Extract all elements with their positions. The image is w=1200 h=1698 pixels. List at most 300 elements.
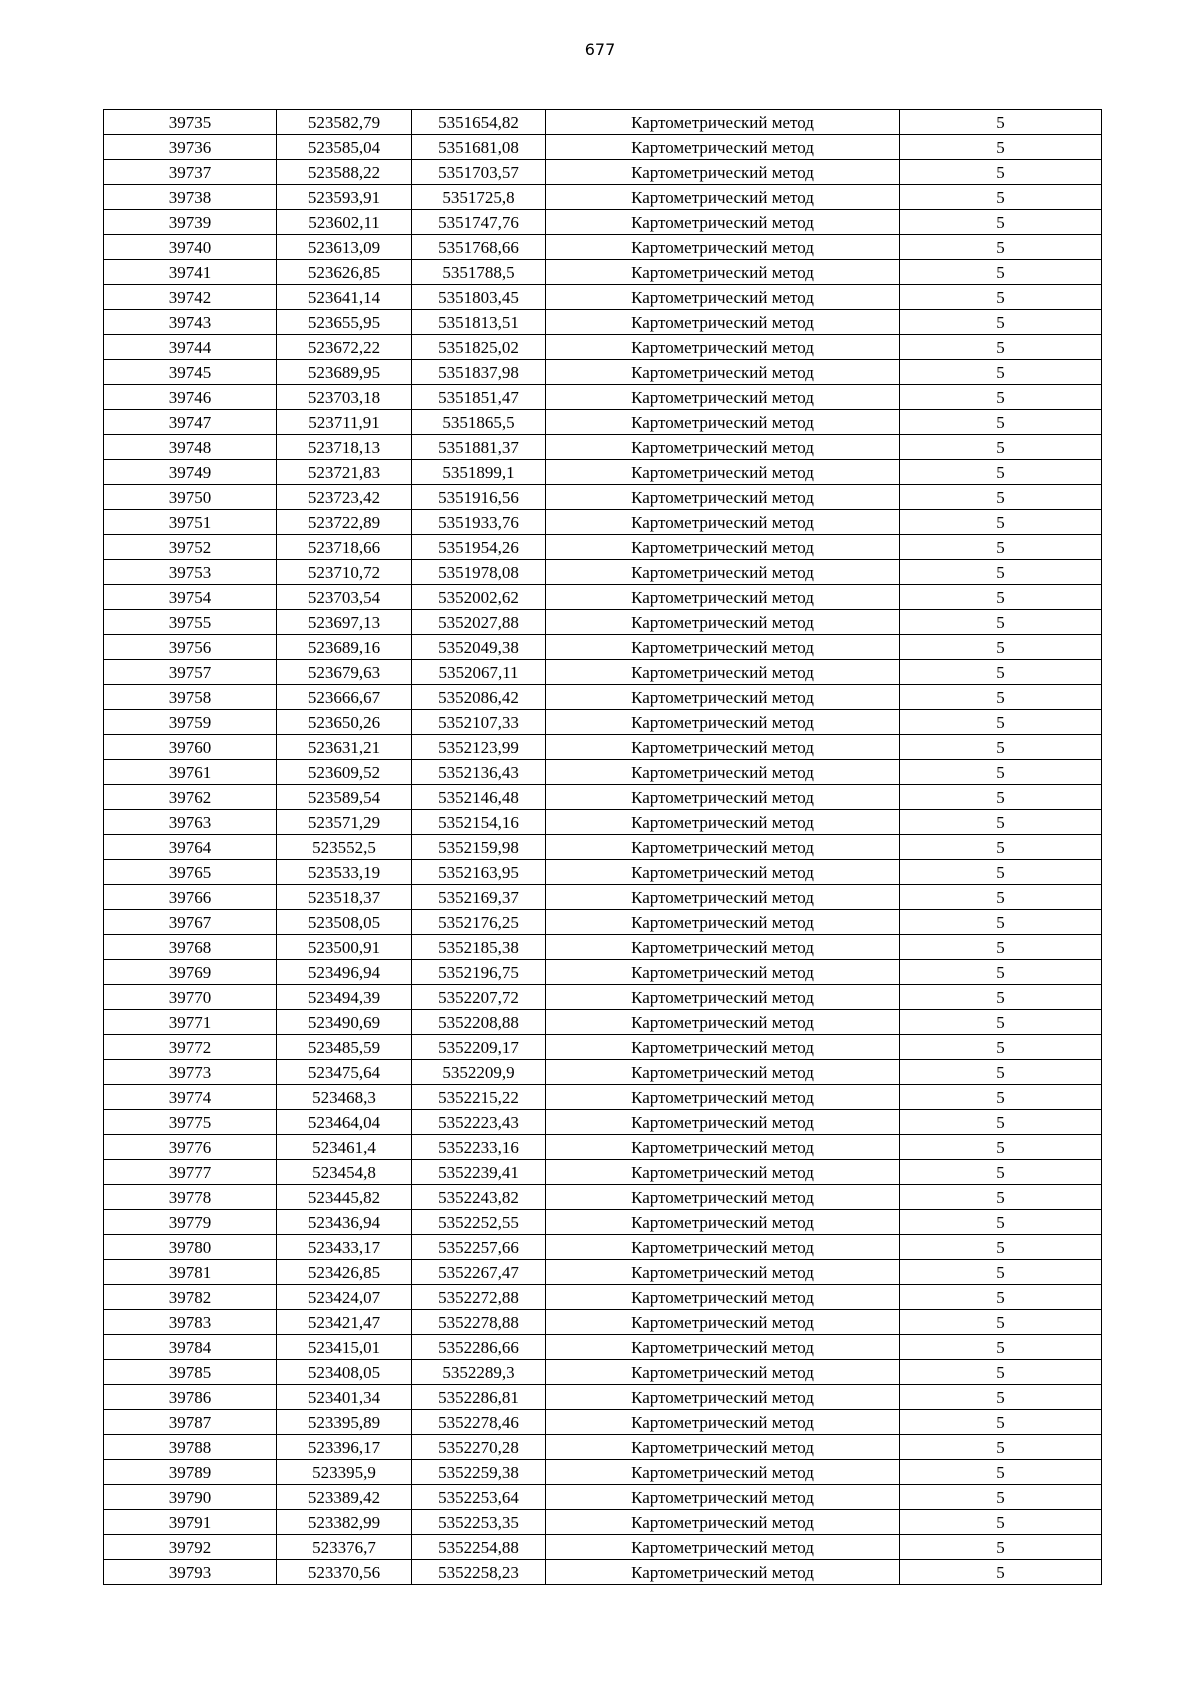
- accuracy-cell: 5: [900, 1460, 1102, 1485]
- method-cell: Картометрический метод: [546, 935, 900, 960]
- accuracy-cell: 5: [900, 1410, 1102, 1435]
- x-coordinate-cell: 523711,91: [277, 410, 412, 435]
- method-cell: Картометрический метод: [546, 535, 900, 560]
- y-coordinate-cell: 5352209,9: [412, 1060, 546, 1085]
- table-row: [104, 935, 1102, 960]
- y-coordinate-cell: 5351851,47: [412, 385, 546, 410]
- y-coordinate-cell: 5352253,35: [412, 1510, 546, 1535]
- point-number-cell: 39744: [104, 335, 277, 360]
- table-row: [104, 1385, 1102, 1410]
- accuracy-cell: 5: [900, 985, 1102, 1010]
- accuracy-cell: 5: [900, 210, 1102, 235]
- accuracy-cell: 5: [900, 635, 1102, 660]
- x-coordinate-cell: 523585,04: [277, 135, 412, 160]
- x-coordinate-cell: 523679,63: [277, 660, 412, 685]
- table-row: [104, 960, 1102, 985]
- accuracy-cell: 5: [900, 460, 1102, 485]
- accuracy-cell: 5: [900, 135, 1102, 160]
- y-coordinate-cell: 5352254,88: [412, 1535, 546, 1560]
- x-coordinate-cell: 523641,14: [277, 285, 412, 310]
- accuracy-cell: 5: [900, 1560, 1102, 1585]
- table-row: [104, 360, 1102, 385]
- table-row: [104, 435, 1102, 460]
- point-number-cell: 39763: [104, 810, 277, 835]
- table-row: [104, 1260, 1102, 1285]
- point-number-cell: 39742: [104, 285, 277, 310]
- accuracy-cell: 5: [900, 1260, 1102, 1285]
- accuracy-cell: 5: [900, 1285, 1102, 1310]
- x-coordinate-cell: 523426,85: [277, 1260, 412, 1285]
- point-number-cell: 39748: [104, 435, 277, 460]
- table-row: [104, 1435, 1102, 1460]
- table-row: [104, 1210, 1102, 1235]
- y-coordinate-cell: 5352286,81: [412, 1385, 546, 1410]
- x-coordinate-cell: 523485,59: [277, 1035, 412, 1060]
- y-coordinate-cell: 5351747,76: [412, 210, 546, 235]
- accuracy-cell: 5: [900, 110, 1102, 135]
- method-cell: Картометрический метод: [546, 235, 900, 260]
- x-coordinate-cell: 523518,37: [277, 885, 412, 910]
- y-coordinate-cell: 5351916,56: [412, 485, 546, 510]
- accuracy-cell: 5: [900, 1485, 1102, 1510]
- x-coordinate-cell: 523421,47: [277, 1310, 412, 1335]
- y-coordinate-cell: 5351825,02: [412, 335, 546, 360]
- accuracy-cell: 5: [900, 335, 1102, 360]
- table-row: [104, 1460, 1102, 1485]
- x-coordinate-cell: 523389,42: [277, 1485, 412, 1510]
- method-cell: Картометрический метод: [546, 985, 900, 1010]
- y-coordinate-cell: 5351837,98: [412, 360, 546, 385]
- y-coordinate-cell: 5351681,08: [412, 135, 546, 160]
- y-coordinate-cell: 5351768,66: [412, 235, 546, 260]
- x-coordinate-cell: 523710,72: [277, 560, 412, 585]
- x-coordinate-cell: 523631,21: [277, 735, 412, 760]
- table-row: [104, 460, 1102, 485]
- point-number-cell: 39773: [104, 1060, 277, 1085]
- point-number-cell: 39771: [104, 1010, 277, 1035]
- accuracy-cell: 5: [900, 1160, 1102, 1185]
- y-coordinate-cell: 5352253,64: [412, 1485, 546, 1510]
- point-number-cell: 39738: [104, 185, 277, 210]
- accuracy-cell: 5: [900, 935, 1102, 960]
- x-coordinate-cell: 523424,07: [277, 1285, 412, 1310]
- accuracy-cell: 5: [900, 1060, 1102, 1085]
- accuracy-cell: 5: [900, 1035, 1102, 1060]
- table-row: [104, 1510, 1102, 1535]
- point-number-cell: 39747: [104, 410, 277, 435]
- point-number-cell: 39735: [104, 110, 277, 135]
- method-cell: Картометрический метод: [546, 385, 900, 410]
- point-number-cell: 39754: [104, 585, 277, 610]
- method-cell: Картометрический метод: [546, 710, 900, 735]
- x-coordinate-cell: 523689,95: [277, 360, 412, 385]
- method-cell: Картометрический метод: [546, 1510, 900, 1535]
- y-coordinate-cell: 5351899,1: [412, 460, 546, 485]
- method-cell: Картометрический метод: [546, 635, 900, 660]
- table-row: [104, 660, 1102, 685]
- point-number-cell: 39749: [104, 460, 277, 485]
- method-cell: Картометрический метод: [546, 160, 900, 185]
- point-number-cell: 39769: [104, 960, 277, 985]
- x-coordinate-cell: 523490,69: [277, 1010, 412, 1035]
- y-coordinate-cell: 5352146,48: [412, 785, 546, 810]
- x-coordinate-cell: 523723,42: [277, 485, 412, 510]
- point-number-cell: 39782: [104, 1285, 277, 1310]
- accuracy-cell: 5: [900, 1385, 1102, 1410]
- accuracy-cell: 5: [900, 560, 1102, 585]
- x-coordinate-cell: 523401,34: [277, 1385, 412, 1410]
- method-cell: Картометрический метод: [546, 960, 900, 985]
- method-cell: Картометрический метод: [546, 360, 900, 385]
- method-cell: Картометрический метод: [546, 735, 900, 760]
- table-row: [104, 410, 1102, 435]
- x-coordinate-cell: 523445,82: [277, 1185, 412, 1210]
- method-cell: Картометрический метод: [546, 310, 900, 335]
- y-coordinate-cell: 5352215,22: [412, 1085, 546, 1110]
- x-coordinate-cell: 523655,95: [277, 310, 412, 335]
- point-number-cell: 39788: [104, 1435, 277, 1460]
- point-number-cell: 39791: [104, 1510, 277, 1535]
- method-cell: Картометрический метод: [546, 685, 900, 710]
- y-coordinate-cell: 5351654,82: [412, 110, 546, 135]
- x-coordinate-cell: 523552,5: [277, 835, 412, 860]
- method-cell: Картометрический метод: [546, 1560, 900, 1585]
- accuracy-cell: 5: [900, 1185, 1102, 1210]
- method-cell: Картометрический метод: [546, 610, 900, 635]
- y-coordinate-cell: 5351865,5: [412, 410, 546, 435]
- y-coordinate-cell: 5352257,66: [412, 1235, 546, 1260]
- method-cell: Картометрический метод: [546, 410, 900, 435]
- method-cell: Картометрический метод: [546, 1185, 900, 1210]
- accuracy-cell: 5: [900, 1135, 1102, 1160]
- table-row: [104, 1235, 1102, 1260]
- accuracy-cell: 5: [900, 1435, 1102, 1460]
- x-coordinate-cell: 523508,05: [277, 910, 412, 935]
- method-cell: Картометрический метод: [546, 1485, 900, 1510]
- y-coordinate-cell: 5351881,37: [412, 435, 546, 460]
- x-coordinate-cell: 523436,94: [277, 1210, 412, 1235]
- method-cell: Картометрический метод: [546, 910, 900, 935]
- table-row: [104, 1310, 1102, 1335]
- point-number-cell: 39741: [104, 260, 277, 285]
- accuracy-cell: 5: [900, 1010, 1102, 1035]
- method-cell: Картометрический метод: [546, 1060, 900, 1085]
- accuracy-cell: 5: [900, 810, 1102, 835]
- method-cell: Картометрический метод: [546, 1110, 900, 1135]
- method-cell: Картометрический метод: [546, 1085, 900, 1110]
- method-cell: Картометрический метод: [546, 485, 900, 510]
- y-coordinate-cell: 5352067,11: [412, 660, 546, 685]
- y-coordinate-cell: 5351703,57: [412, 160, 546, 185]
- y-coordinate-cell: 5352278,88: [412, 1310, 546, 1335]
- point-number-cell: 39792: [104, 1535, 277, 1560]
- table-row: [104, 485, 1102, 510]
- y-coordinate-cell: 5352136,43: [412, 760, 546, 785]
- method-cell: Картометрический метод: [546, 1410, 900, 1435]
- method-cell: Картометрический метод: [546, 1210, 900, 1235]
- y-coordinate-cell: 5352154,16: [412, 810, 546, 835]
- x-coordinate-cell: 523571,29: [277, 810, 412, 835]
- x-coordinate-cell: 523722,89: [277, 510, 412, 535]
- x-coordinate-cell: 523494,39: [277, 985, 412, 1010]
- y-coordinate-cell: 5351978,08: [412, 560, 546, 585]
- x-coordinate-cell: 523703,54: [277, 585, 412, 610]
- method-cell: Картометрический метод: [546, 210, 900, 235]
- point-number-cell: 39772: [104, 1035, 277, 1060]
- accuracy-cell: 5: [900, 1310, 1102, 1335]
- point-number-cell: 39779: [104, 1210, 277, 1235]
- x-coordinate-cell: 523433,17: [277, 1235, 412, 1260]
- x-coordinate-cell: 523593,91: [277, 185, 412, 210]
- point-number-cell: 39787: [104, 1410, 277, 1435]
- table-row: [104, 885, 1102, 910]
- y-coordinate-cell: 5352223,43: [412, 1110, 546, 1135]
- accuracy-cell: 5: [900, 710, 1102, 735]
- point-number-cell: 39752: [104, 535, 277, 560]
- y-coordinate-cell: 5352270,28: [412, 1435, 546, 1460]
- accuracy-cell: 5: [900, 435, 1102, 460]
- accuracy-cell: 5: [900, 835, 1102, 860]
- point-number-cell: 39781: [104, 1260, 277, 1285]
- table-row: [104, 1410, 1102, 1435]
- y-coordinate-cell: 5351725,8: [412, 185, 546, 210]
- point-number-cell: 39783: [104, 1310, 277, 1335]
- accuracy-cell: 5: [900, 1235, 1102, 1260]
- accuracy-cell: 5: [900, 885, 1102, 910]
- x-coordinate-cell: 523461,4: [277, 1135, 412, 1160]
- point-number-cell: 39757: [104, 660, 277, 685]
- method-cell: Картометрический метод: [546, 660, 900, 685]
- table-row: [104, 110, 1102, 135]
- table-row: [104, 260, 1102, 285]
- point-number-cell: 39758: [104, 685, 277, 710]
- table-row: [104, 1360, 1102, 1385]
- y-coordinate-cell: 5352239,41: [412, 1160, 546, 1185]
- method-cell: Картометрический метод: [546, 585, 900, 610]
- table-row: [104, 385, 1102, 410]
- point-number-cell: 39767: [104, 910, 277, 935]
- point-number-cell: 39768: [104, 935, 277, 960]
- y-coordinate-cell: 5352258,23: [412, 1560, 546, 1585]
- method-cell: Картометрический метод: [546, 1035, 900, 1060]
- x-coordinate-cell: 523454,8: [277, 1160, 412, 1185]
- point-number-cell: 39785: [104, 1360, 277, 1385]
- point-number-cell: 39751: [104, 510, 277, 535]
- x-coordinate-cell: 523396,17: [277, 1435, 412, 1460]
- x-coordinate-cell: 523376,7: [277, 1535, 412, 1560]
- table-row: [104, 1185, 1102, 1210]
- method-cell: Картометрический метод: [546, 810, 900, 835]
- table-row: [104, 835, 1102, 860]
- table-row: [104, 1535, 1102, 1560]
- method-cell: Картометрический метод: [546, 1435, 900, 1460]
- point-number-cell: 39764: [104, 835, 277, 860]
- point-number-cell: 39790: [104, 1485, 277, 1510]
- method-cell: Картометрический метод: [546, 285, 900, 310]
- accuracy-cell: 5: [900, 735, 1102, 760]
- y-coordinate-cell: 5352272,88: [412, 1285, 546, 1310]
- table-row: [104, 1085, 1102, 1110]
- x-coordinate-cell: 523496,94: [277, 960, 412, 985]
- y-coordinate-cell: 5351933,76: [412, 510, 546, 535]
- table-row: [104, 610, 1102, 635]
- y-coordinate-cell: 5352169,37: [412, 885, 546, 910]
- y-coordinate-cell: 5352208,88: [412, 1010, 546, 1035]
- y-coordinate-cell: 5352259,38: [412, 1460, 546, 1485]
- x-coordinate-cell: 523395,89: [277, 1410, 412, 1435]
- y-coordinate-cell: 5352278,46: [412, 1410, 546, 1435]
- accuracy-cell: 5: [900, 510, 1102, 535]
- point-number-cell: 39780: [104, 1235, 277, 1260]
- x-coordinate-cell: 523609,52: [277, 760, 412, 785]
- accuracy-cell: 5: [900, 660, 1102, 685]
- table-row: [104, 1335, 1102, 1360]
- accuracy-cell: 5: [900, 410, 1102, 435]
- accuracy-cell: 5: [900, 285, 1102, 310]
- y-coordinate-cell: 5352196,75: [412, 960, 546, 985]
- point-number-cell: 39740: [104, 235, 277, 260]
- point-number-cell: 39784: [104, 1335, 277, 1360]
- y-coordinate-cell: 5352049,38: [412, 635, 546, 660]
- point-number-cell: 39746: [104, 385, 277, 410]
- accuracy-cell: 5: [900, 1360, 1102, 1385]
- point-number-cell: 39777: [104, 1160, 277, 1185]
- table-row: [104, 785, 1102, 810]
- accuracy-cell: 5: [900, 585, 1102, 610]
- page-number: 677: [584, 40, 616, 59]
- table-row: [104, 135, 1102, 160]
- y-coordinate-cell: 5352289,3: [412, 1360, 546, 1385]
- accuracy-cell: 5: [900, 1335, 1102, 1360]
- method-cell: Картометрический метод: [546, 460, 900, 485]
- table-row: [104, 285, 1102, 310]
- method-cell: Картометрический метод: [546, 1135, 900, 1160]
- method-cell: Картометрический метод: [546, 260, 900, 285]
- x-coordinate-cell: 523382,99: [277, 1510, 412, 1535]
- accuracy-cell: 5: [900, 1535, 1102, 1560]
- y-coordinate-cell: 5352267,47: [412, 1260, 546, 1285]
- table-row: [104, 810, 1102, 835]
- method-cell: Картометрический метод: [546, 1160, 900, 1185]
- table-row: [104, 735, 1102, 760]
- table-row: [104, 1135, 1102, 1160]
- y-coordinate-cell: 5352252,55: [412, 1210, 546, 1235]
- table-row: [104, 335, 1102, 360]
- x-coordinate-cell: 523613,09: [277, 235, 412, 260]
- x-coordinate-cell: 523500,91: [277, 935, 412, 960]
- table-row: [104, 1035, 1102, 1060]
- method-cell: Картометрический метод: [546, 1335, 900, 1360]
- x-coordinate-cell: 523395,9: [277, 1460, 412, 1485]
- y-coordinate-cell: 5352123,99: [412, 735, 546, 760]
- point-number-cell: 39762: [104, 785, 277, 810]
- method-cell: Картометрический метод: [546, 185, 900, 210]
- point-number-cell: 39755: [104, 610, 277, 635]
- x-coordinate-cell: 523464,04: [277, 1110, 412, 1135]
- method-cell: Картометрический метод: [546, 135, 900, 160]
- y-coordinate-cell: 5352243,82: [412, 1185, 546, 1210]
- accuracy-cell: 5: [900, 1110, 1102, 1135]
- method-cell: Картометрический метод: [546, 1310, 900, 1335]
- point-number-cell: 39789: [104, 1460, 277, 1485]
- x-coordinate-cell: 523626,85: [277, 260, 412, 285]
- y-coordinate-cell: 5351788,5: [412, 260, 546, 285]
- accuracy-cell: 5: [900, 235, 1102, 260]
- point-number-cell: 39739: [104, 210, 277, 235]
- x-coordinate-cell: 523582,79: [277, 110, 412, 135]
- accuracy-cell: 5: [900, 360, 1102, 385]
- method-cell: Картометрический метод: [546, 1285, 900, 1310]
- x-coordinate-cell: 523370,56: [277, 1560, 412, 1585]
- y-coordinate-cell: 5352185,38: [412, 935, 546, 960]
- point-number-cell: 39774: [104, 1085, 277, 1110]
- x-coordinate-cell: 523533,19: [277, 860, 412, 885]
- x-coordinate-cell: 523602,11: [277, 210, 412, 235]
- y-coordinate-cell: 5352233,16: [412, 1135, 546, 1160]
- table-row: [104, 1010, 1102, 1035]
- method-cell: Картометрический метод: [546, 110, 900, 135]
- method-cell: Картометрический метод: [546, 835, 900, 860]
- point-number-cell: 39765: [104, 860, 277, 885]
- accuracy-cell: 5: [900, 960, 1102, 985]
- y-coordinate-cell: 5352209,17: [412, 1035, 546, 1060]
- method-cell: Картометрический метод: [546, 335, 900, 360]
- table-row: [104, 210, 1102, 235]
- x-coordinate-cell: 523650,26: [277, 710, 412, 735]
- coordinates-table: [103, 109, 1102, 1585]
- y-coordinate-cell: 5352107,33: [412, 710, 546, 735]
- table-row: [104, 585, 1102, 610]
- y-coordinate-cell: 5352159,98: [412, 835, 546, 860]
- table-row: [104, 185, 1102, 210]
- point-number-cell: 39793: [104, 1560, 277, 1585]
- method-cell: Картометрический метод: [546, 760, 900, 785]
- accuracy-cell: 5: [900, 860, 1102, 885]
- method-cell: Картометрический метод: [546, 860, 900, 885]
- x-coordinate-cell: 523697,13: [277, 610, 412, 635]
- table-row: [104, 710, 1102, 735]
- table-row: [104, 910, 1102, 935]
- method-cell: Картометрический метод: [546, 1535, 900, 1560]
- accuracy-cell: 5: [900, 260, 1102, 285]
- accuracy-cell: 5: [900, 185, 1102, 210]
- table-row: [104, 535, 1102, 560]
- x-coordinate-cell: 523718,66: [277, 535, 412, 560]
- y-coordinate-cell: 5352176,25: [412, 910, 546, 935]
- table-row: [104, 985, 1102, 1010]
- table-row: [104, 860, 1102, 885]
- point-number-cell: 39759: [104, 710, 277, 735]
- table-row: [104, 760, 1102, 785]
- point-number-cell: 39760: [104, 735, 277, 760]
- y-coordinate-cell: 5351813,51: [412, 310, 546, 335]
- method-cell: Картометрический метод: [546, 560, 900, 585]
- table-row: [104, 235, 1102, 260]
- method-cell: Картометрический метод: [546, 1010, 900, 1035]
- accuracy-cell: 5: [900, 1085, 1102, 1110]
- table-row: [104, 1110, 1102, 1135]
- x-coordinate-cell: 523689,16: [277, 635, 412, 660]
- point-number-cell: 39736: [104, 135, 277, 160]
- y-coordinate-cell: 5352027,88: [412, 610, 546, 635]
- table-row: [104, 685, 1102, 710]
- x-coordinate-cell: 523672,22: [277, 335, 412, 360]
- table-row: [104, 1485, 1102, 1510]
- table-row: [104, 1160, 1102, 1185]
- y-coordinate-cell: 5352163,95: [412, 860, 546, 885]
- accuracy-cell: 5: [900, 160, 1102, 185]
- accuracy-cell: 5: [900, 610, 1102, 635]
